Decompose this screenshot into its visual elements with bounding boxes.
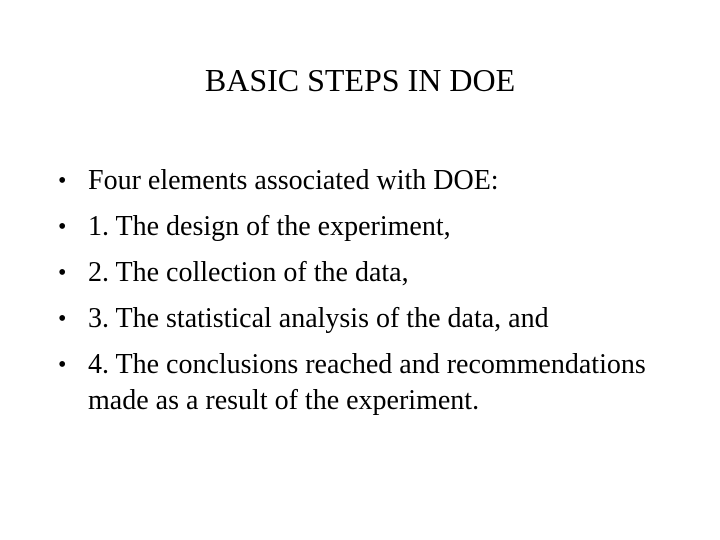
bullet-text: Four elements associated with DOE: xyxy=(88,165,499,196)
bullet-icon: • xyxy=(58,352,67,378)
slide-title: BASIC STEPS IN DOE xyxy=(204,62,516,98)
list-item xyxy=(58,255,658,291)
bullet-text: 4. The conclusions reached and recommendations made as a result of the experiment. xyxy=(88,349,646,416)
bullet-text: 3. The statistical analysis of the data, and xyxy=(88,303,549,334)
bullet-text: 1. The design of the experiment, xyxy=(88,211,451,242)
bullet-text: 2. The collection of the data, xyxy=(88,257,409,288)
bullet-icon: • xyxy=(58,306,67,332)
bullet-icon: • xyxy=(58,168,67,194)
list-item xyxy=(58,301,658,337)
list-item xyxy=(58,209,658,245)
bullet-icon: • xyxy=(58,214,67,240)
list-item xyxy=(58,347,658,419)
bullet-icon: • xyxy=(58,260,67,286)
bullet-list xyxy=(58,163,658,429)
list-item xyxy=(58,163,658,199)
